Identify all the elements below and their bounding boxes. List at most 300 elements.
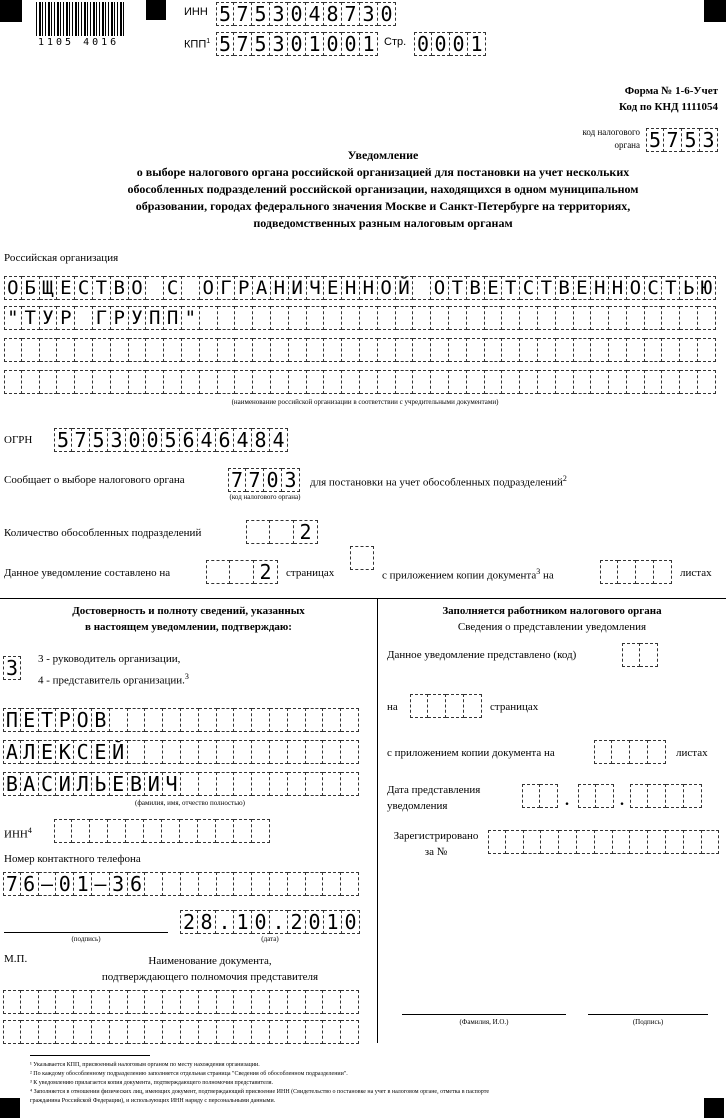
comb-cell[interactable] (217, 872, 235, 896)
comb-cell[interactable] (378, 370, 396, 394)
comb-cell[interactable]: 7 (234, 32, 252, 56)
comb-cell[interactable]: С (74, 740, 92, 764)
date-cells[interactable] (180, 910, 360, 934)
comb-cell[interactable] (600, 560, 618, 584)
comb-cell[interactable] (145, 1020, 163, 1044)
comb-cell[interactable] (680, 306, 698, 330)
comb-cell[interactable] (645, 338, 663, 362)
pages-extra-cell[interactable] (350, 546, 374, 570)
comb-cell[interactable] (662, 370, 680, 394)
comb-cell[interactable] (360, 338, 378, 362)
comb-cell[interactable] (578, 784, 596, 808)
comb-cell[interactable] (524, 830, 542, 854)
comb-cell[interactable] (110, 1020, 128, 1044)
comb-cell[interactable] (234, 772, 252, 796)
comb-cell[interactable]: 0 (450, 32, 468, 56)
comb-cell[interactable] (431, 370, 449, 394)
comb-cell[interactable] (164, 370, 182, 394)
comb-cell[interactable]: О (431, 276, 449, 300)
comb-cell[interactable] (72, 819, 90, 843)
comb-cell[interactable]: С (520, 276, 538, 300)
comb-cell[interactable]: Л (21, 740, 39, 764)
comb-cell[interactable]: Т (39, 708, 57, 732)
comb-cell[interactable] (206, 560, 230, 584)
comb-cell[interactable]: 7 (234, 2, 252, 26)
comb-cell[interactable]: Р (57, 306, 75, 330)
comb-cell[interactable] (609, 370, 627, 394)
comb-cell[interactable]: 3 (700, 128, 718, 152)
comb-cell[interactable] (413, 370, 431, 394)
comb-cell[interactable]: 0 (414, 32, 432, 56)
comb-cell[interactable] (662, 306, 680, 330)
comb-cell[interactable] (181, 772, 199, 796)
comb-cell[interactable] (92, 1020, 110, 1044)
comb-cell[interactable] (218, 370, 236, 394)
comb-cell[interactable] (630, 740, 648, 764)
comb-cell[interactable] (648, 740, 666, 764)
comb-cell[interactable]: 3 (282, 468, 300, 492)
comb-cell[interactable]: 3 (360, 2, 378, 26)
comb-cell[interactable] (270, 1020, 288, 1044)
comb-cell[interactable] (488, 830, 506, 854)
comb-cell[interactable]: Ч (307, 276, 325, 300)
comb-cell[interactable]: 0 (342, 910, 360, 934)
comb-cell[interactable] (360, 306, 378, 330)
comb-cell[interactable] (181, 708, 199, 732)
count-cells[interactable] (246, 520, 318, 544)
comb-cell[interactable] (253, 306, 271, 330)
comb-cell[interactable] (145, 740, 163, 764)
comb-cell[interactable] (182, 370, 200, 394)
comb-cell[interactable] (622, 643, 640, 667)
comb-cell[interactable]: 5 (216, 32, 234, 56)
comb-cell[interactable]: И (145, 772, 163, 796)
comb-cell[interactable] (538, 370, 556, 394)
comb-cell[interactable]: 3 (108, 428, 126, 452)
comb-cell[interactable] (378, 306, 396, 330)
comb-cell[interactable]: Е (324, 276, 342, 300)
comb-cell[interactable] (502, 338, 520, 362)
comb-cell[interactable]: 3 (110, 872, 128, 896)
comb-cell[interactable]: Е (39, 740, 57, 764)
org-name-row-3[interactable] (4, 338, 716, 362)
submitted-code-cells[interactable] (622, 643, 658, 667)
comb-cell[interactable] (627, 370, 645, 394)
comb-cell[interactable] (627, 306, 645, 330)
right-pages-cells[interactable] (410, 694, 482, 718)
comb-cell[interactable] (591, 338, 609, 362)
comb-cell[interactable] (93, 370, 111, 394)
comb-cell[interactable] (164, 338, 182, 362)
comb-cell[interactable] (21, 990, 39, 1014)
comb-cell[interactable] (428, 694, 446, 718)
comb-cell[interactable] (446, 694, 464, 718)
comb-cell[interactable]: 2 (288, 910, 306, 934)
comb-cell[interactable] (520, 370, 538, 394)
comb-cell[interactable] (288, 1020, 306, 1044)
comb-cell[interactable] (200, 306, 218, 330)
comb-cell[interactable]: Н (271, 276, 289, 300)
comb-cell[interactable]: 0 (144, 428, 162, 452)
comb-cell[interactable]: Е (574, 276, 592, 300)
comb-cell[interactable] (199, 872, 217, 896)
comb-cell[interactable] (246, 520, 270, 544)
comb-cell[interactable]: У (129, 306, 147, 330)
submit-date-day[interactable] (522, 784, 558, 808)
comb-cell[interactable] (464, 694, 482, 718)
comb-cell[interactable] (145, 872, 163, 896)
comb-cell[interactable] (146, 370, 164, 394)
comb-cell[interactable] (270, 708, 288, 732)
comb-cell[interactable] (234, 708, 252, 732)
comb-cell[interactable] (410, 694, 428, 718)
comb-cell[interactable]: – (39, 872, 57, 896)
comb-cell[interactable] (75, 370, 93, 394)
comb-cell[interactable]: Ь (680, 276, 698, 300)
comb-cell[interactable]: 0 (252, 910, 270, 934)
comb-cell[interactable] (640, 643, 658, 667)
comb-cell[interactable]: И (289, 276, 307, 300)
comb-cell[interactable]: 2 (254, 560, 278, 584)
comb-cell[interactable] (485, 306, 503, 330)
comb-cell[interactable] (56, 990, 74, 1014)
comb-cell[interactable] (591, 370, 609, 394)
comb-cell[interactable] (111, 338, 129, 362)
comb-cell[interactable] (271, 370, 289, 394)
comb-cell[interactable] (144, 819, 162, 843)
comb-cell[interactable] (22, 370, 40, 394)
org-name-row-2[interactable] (4, 306, 716, 330)
comb-cell[interactable] (591, 306, 609, 330)
comb-cell[interactable] (218, 306, 236, 330)
comb-cell[interactable] (182, 276, 200, 300)
comb-cell[interactable] (110, 990, 128, 1014)
comb-cell[interactable]: 5 (252, 2, 270, 26)
comb-cell[interactable] (396, 338, 414, 362)
comb-cell[interactable] (217, 990, 235, 1014)
comb-cell[interactable] (181, 1020, 199, 1044)
comb-cell[interactable] (306, 740, 324, 764)
comb-cell[interactable] (698, 338, 716, 362)
comb-cell[interactable] (413, 306, 431, 330)
comb-cell[interactable] (162, 819, 180, 843)
right-attach-cells[interactable] (594, 740, 666, 764)
comb-cell[interactable] (252, 819, 270, 843)
comb-cell[interactable] (129, 370, 147, 394)
ogrn-cells[interactable] (54, 428, 288, 452)
comb-cell[interactable] (596, 784, 614, 808)
comb-cell[interactable] (559, 830, 577, 854)
comb-cell[interactable] (199, 990, 217, 1014)
comb-cell[interactable] (234, 872, 252, 896)
comb-cell[interactable] (595, 830, 613, 854)
org-name-row-4[interactable] (4, 370, 716, 394)
comb-cell[interactable]: " (4, 306, 22, 330)
comb-cell[interactable] (289, 370, 307, 394)
comb-cell[interactable]: 6 (21, 872, 39, 896)
comb-cell[interactable]: 5 (682, 128, 700, 152)
comb-cell[interactable] (181, 872, 199, 896)
comb-cell[interactable] (288, 708, 306, 732)
comb-cell[interactable]: 5 (252, 32, 270, 56)
comb-cell[interactable]: Л (74, 772, 92, 796)
comb-cell[interactable]: Р (56, 708, 74, 732)
comb-cell[interactable] (613, 830, 631, 854)
comb-cell[interactable]: С (164, 276, 182, 300)
comb-cell[interactable] (485, 370, 503, 394)
comb-cell[interactable] (234, 740, 252, 764)
comb-cell[interactable] (234, 819, 252, 843)
comb-cell[interactable]: 0 (378, 2, 396, 26)
comb-cell[interactable] (431, 306, 449, 330)
comb-cell[interactable] (252, 1020, 270, 1044)
comb-cell[interactable] (702, 830, 720, 854)
comb-cell[interactable]: Р (111, 306, 129, 330)
comb-cell[interactable] (306, 872, 324, 896)
inn-cells[interactable] (216, 2, 396, 26)
comb-cell[interactable]: Т (93, 276, 111, 300)
comb-cell[interactable] (163, 990, 181, 1014)
comb-cell[interactable]: А (253, 276, 271, 300)
comb-cell[interactable] (467, 306, 485, 330)
comb-cell[interactable]: 1 (234, 910, 252, 934)
comb-cell[interactable] (230, 560, 254, 584)
comb-cell[interactable]: 0 (306, 910, 324, 934)
comb-cell[interactable] (307, 306, 325, 330)
comb-cell[interactable] (39, 1020, 57, 1044)
comb-cell[interactable] (485, 338, 503, 362)
comb-cell[interactable] (235, 306, 253, 330)
comb-cell[interactable] (431, 338, 449, 362)
comb-cell[interactable] (57, 338, 75, 362)
comb-cell[interactable] (323, 772, 341, 796)
comb-cell[interactable] (271, 338, 289, 362)
comb-cell[interactable] (341, 872, 359, 896)
comb-cell[interactable]: Н (342, 276, 360, 300)
comb-cell[interactable]: 0 (288, 32, 306, 56)
comb-cell[interactable] (3, 1020, 21, 1044)
comb-cell[interactable] (271, 306, 289, 330)
comb-cell[interactable]: В (92, 708, 110, 732)
comb-cell[interactable]: 7 (72, 428, 90, 452)
comb-cell[interactable]: Е (92, 740, 110, 764)
comb-cell[interactable]: К (56, 740, 74, 764)
comb-cell[interactable]: У (40, 306, 58, 330)
comb-cell[interactable] (74, 990, 92, 1014)
comb-cell[interactable] (350, 546, 374, 570)
comb-cell[interactable] (22, 338, 40, 362)
comb-cell[interactable]: 7 (246, 468, 264, 492)
comb-cell[interactable] (21, 1020, 39, 1044)
comb-cell[interactable] (111, 370, 129, 394)
comb-cell[interactable] (199, 772, 217, 796)
comb-cell[interactable] (146, 338, 164, 362)
comb-cell[interactable]: Б (22, 276, 40, 300)
comb-cell[interactable] (163, 872, 181, 896)
comb-cell[interactable] (396, 306, 414, 330)
comb-cell[interactable] (680, 370, 698, 394)
comb-cell[interactable] (57, 370, 75, 394)
comb-cell[interactable] (324, 306, 342, 330)
comb-cell[interactable] (163, 1020, 181, 1044)
comb-cell[interactable]: 1 (468, 32, 486, 56)
comb-cell[interactable] (198, 819, 216, 843)
comb-cell[interactable] (288, 740, 306, 764)
comb-cell[interactable] (93, 338, 111, 362)
comb-cell[interactable]: 1 (360, 32, 378, 56)
comb-cell[interactable] (253, 338, 271, 362)
comb-cell[interactable] (541, 830, 559, 854)
comb-cell[interactable] (75, 306, 93, 330)
comb-cell[interactable] (253, 370, 271, 394)
comb-cell[interactable] (630, 830, 648, 854)
comb-cell[interactable] (200, 338, 218, 362)
comb-cell[interactable] (502, 306, 520, 330)
name-cells[interactable] (3, 740, 359, 764)
comb-cell[interactable]: А (3, 740, 21, 764)
comb-cell[interactable]: Ю (698, 276, 716, 300)
comb-cell[interactable] (40, 338, 58, 362)
comb-cell[interactable]: В (3, 772, 21, 796)
comb-cell[interactable] (413, 338, 431, 362)
comb-cell[interactable] (413, 276, 431, 300)
comb-cell[interactable] (341, 740, 359, 764)
comb-cell[interactable] (684, 830, 702, 854)
comb-cell[interactable] (270, 872, 288, 896)
comb-cell[interactable] (252, 872, 270, 896)
comb-cell[interactable]: 4 (234, 428, 252, 452)
comb-cell[interactable] (181, 990, 199, 1014)
comb-cell[interactable] (163, 708, 181, 732)
comb-cell[interactable]: 1 (324, 910, 342, 934)
comb-cell[interactable] (698, 306, 716, 330)
comb-cell[interactable] (630, 784, 648, 808)
comb-cell[interactable]: С (75, 276, 93, 300)
comb-cell[interactable] (217, 740, 235, 764)
person-inn-cells[interactable] (54, 819, 270, 843)
comb-cell[interactable] (252, 990, 270, 1014)
comb-cell[interactable] (163, 740, 181, 764)
comb-cell[interactable] (324, 338, 342, 362)
comb-cell[interactable] (217, 1020, 235, 1044)
comb-cell[interactable]: – (92, 872, 110, 896)
comb-cell[interactable]: О (200, 276, 218, 300)
comb-cell[interactable] (234, 1020, 252, 1044)
comb-cell[interactable] (342, 306, 360, 330)
comb-cell[interactable] (199, 1020, 217, 1044)
comb-cell[interactable] (341, 772, 359, 796)
comb-cell[interactable]: П (164, 306, 182, 330)
comb-cell[interactable] (4, 370, 22, 394)
comb-cell[interactable] (128, 1020, 146, 1044)
comb-cell[interactable] (574, 370, 592, 394)
comb-cell[interactable]: О (627, 276, 645, 300)
comb-cell[interactable] (39, 990, 57, 1014)
comb-cell[interactable] (680, 338, 698, 362)
comb-cell[interactable]: " (182, 306, 200, 330)
comb-cell[interactable]: 5 (54, 428, 72, 452)
comb-cell[interactable]: Н (591, 276, 609, 300)
comb-cell[interactable] (323, 990, 341, 1014)
comb-cell[interactable]: 8 (324, 2, 342, 26)
comb-cell[interactable]: Ч (163, 772, 181, 796)
comb-cell[interactable]: 3 (270, 2, 288, 26)
comb-cell[interactable]: . (216, 910, 234, 934)
comb-cell[interactable] (216, 819, 234, 843)
comb-cell[interactable] (662, 338, 680, 362)
comb-cell[interactable] (252, 772, 270, 796)
comb-cell[interactable] (520, 306, 538, 330)
comb-cell[interactable]: А (21, 772, 39, 796)
comb-cell[interactable] (199, 708, 217, 732)
comb-cell[interactable]: С (39, 772, 57, 796)
comb-cell[interactable]: В (467, 276, 485, 300)
comb-cell[interactable] (307, 370, 325, 394)
comb-cell[interactable] (520, 338, 538, 362)
comb-cell[interactable] (609, 306, 627, 330)
comb-cell[interactable] (342, 370, 360, 394)
comb-cell[interactable] (200, 370, 218, 394)
comb-cell[interactable]: 7 (228, 468, 246, 492)
comb-cell[interactable] (341, 708, 359, 732)
comb-cell[interactable]: 2 (180, 910, 198, 934)
comb-cell[interactable]: Т (449, 276, 467, 300)
comb-cell[interactable]: Е (21, 708, 39, 732)
comb-cell[interactable] (129, 338, 147, 362)
comb-cell[interactable] (3, 990, 21, 1014)
comb-cell[interactable]: 1 (306, 32, 324, 56)
comb-cell[interactable] (145, 990, 163, 1014)
document-name-row-2[interactable] (3, 1020, 359, 1044)
comb-cell[interactable]: Й (396, 276, 414, 300)
comb-cell[interactable] (306, 990, 324, 1014)
comb-cell[interactable]: 4 (198, 428, 216, 452)
comb-cell[interactable] (449, 306, 467, 330)
comb-cell[interactable] (56, 1020, 74, 1044)
comb-cell[interactable] (252, 740, 270, 764)
comb-cell[interactable] (217, 708, 235, 732)
comb-cell[interactable] (577, 830, 595, 854)
comb-cell[interactable]: 2 (294, 520, 318, 544)
comb-cell[interactable] (627, 338, 645, 362)
comb-cell[interactable] (556, 306, 574, 330)
comb-cell[interactable] (234, 990, 252, 1014)
phone-cells[interactable] (3, 872, 359, 896)
choice-tax-code-cells[interactable] (228, 468, 300, 492)
comb-cell[interactable]: 3 (3, 656, 21, 680)
comb-cell[interactable]: 0 (126, 428, 144, 452)
comb-cell[interactable] (449, 370, 467, 394)
comb-cell[interactable]: 5 (216, 2, 234, 26)
comb-cell[interactable] (324, 370, 342, 394)
comb-cell[interactable] (128, 990, 146, 1014)
comb-cell[interactable] (502, 370, 520, 394)
comb-cell[interactable]: Й (110, 740, 128, 764)
comb-cell[interactable] (235, 338, 253, 362)
comb-cell[interactable] (40, 370, 58, 394)
comb-cell[interactable] (128, 740, 146, 764)
comb-cell[interactable]: . (270, 910, 288, 934)
comb-cell[interactable] (648, 784, 666, 808)
comb-cell[interactable]: Т (662, 276, 680, 300)
comb-cell[interactable]: 6 (128, 872, 146, 896)
comb-cell[interactable]: 1 (74, 872, 92, 896)
comb-cell[interactable]: О (4, 276, 22, 300)
comb-cell[interactable] (540, 784, 558, 808)
comb-cell[interactable] (288, 990, 306, 1014)
comb-cell[interactable] (252, 708, 270, 732)
comb-cell[interactable] (306, 772, 324, 796)
